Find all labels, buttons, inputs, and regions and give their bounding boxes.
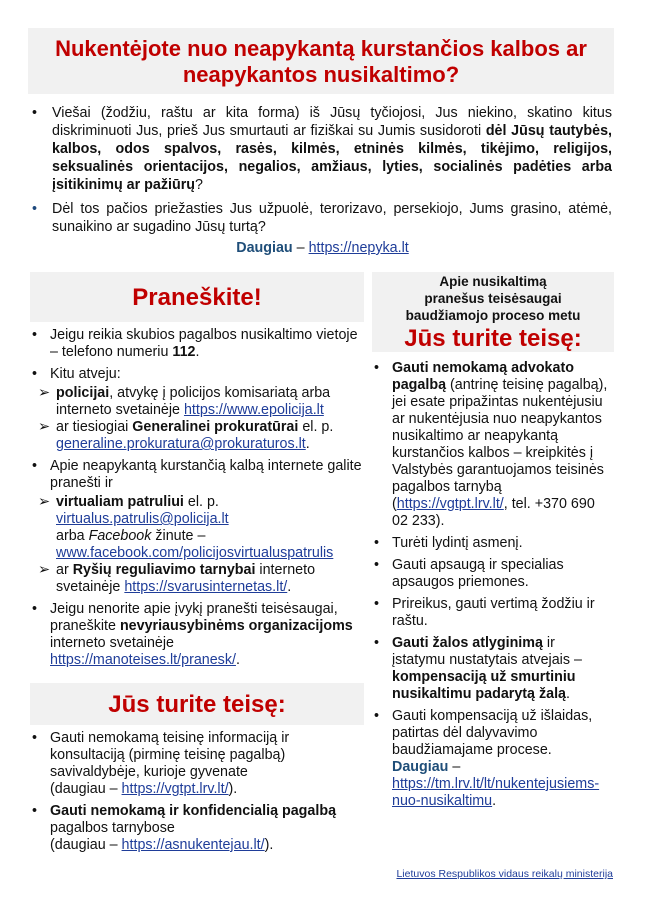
rights-left-heading: Jūs turite teisę: — [30, 683, 364, 725]
arrow-icon: ➢ — [38, 419, 50, 435]
patrol-item: ➢ virtualiam patruliui el. p. virtualus.patrulis@policija.lt arba Facebook žinute – www.facebook.com/policijosvirtualuspatrulis — [38, 494, 334, 561]
vgtpt-link-left[interactable]: https://vgtpt.lrv.lt/ — [121, 781, 229, 797]
rights-right-header — [372, 272, 614, 352]
tm-link[interactable]: https://tm.lrv.lt/lt/nukentejusiems-nuo-nusikaltimu — [392, 776, 600, 809]
svarusinternetas-link[interactable]: https://svarusinternetas.lt/ — [124, 579, 288, 595]
rights-right-item-1: • Gauti nemokamą advokato pagalbą (antrinę teisinę pagalbą), jei esate pripažintas nukentėjusiu ar nukentėjusia nuo neapykantos nusikaltimo ar neapykantą kurstančios kalbos – kreipkitės į Valstybės garantuojamos teisinės pagalbos tarnybą (https://vgtpt.lrv.lt/, tel. +370 690 02 233). — [374, 360, 608, 529]
rights-right-item-4: • Prireikus, gauti vertimą žodžiu ir raštu. — [374, 596, 595, 629]
left-column — [30, 272, 364, 854]
rights-right-item-6: • Gauti kompensaciją už išlaidas, patirtas dėl dalyvavimo baudžiamajame procese. Daugiau – https://tm.lrv.lt/lt/nukentejusiems-nuo-nusikaltimu. — [374, 708, 600, 809]
rights-left-item-2: • Gauti nemokamą ir konfidencialią pagalbą pagalbos tarnybose (daugiau – https://asnukentejau.lt/). — [32, 803, 337, 853]
arrow-icon: ➢ — [38, 385, 50, 401]
bullet-icon: • — [32, 601, 38, 617]
bullet-icon: • — [374, 708, 380, 724]
footer — [396, 868, 613, 880]
ministry-link[interactable]: Lietuvos Respublikos vidaus reikalų ministerija — [396, 868, 613, 880]
patrol-email-link[interactable]: virtualus.patrulis@policija.lt — [56, 511, 229, 527]
rights-right-sub-3: baudžiamojo proceso metu — [405, 308, 581, 323]
epolicija-link[interactable]: https://www.epolicija.lt — [183, 402, 324, 418]
bullet-icon: • — [32, 105, 38, 121]
police-item: ➢ policijai, atvykę į policijos komisariatą arba interneto svetainėje https://www.epolicija.lt — [38, 385, 331, 418]
rights-right-heading: Jūs turite teisę: — [404, 325, 582, 352]
report-item-other: • Kitu atveju: ➢ policijai, atvykę į policijos komisariatą arba interneto svetainėje https://www.epolicija.lt ➢ ar tiesiogiai Generalinei prokuratūrai el. p. generaline.prokuratura@prokuraturos.lt. — [30, 366, 364, 453]
bullet-icon: • — [32, 458, 38, 474]
rights-right-item-3: • Gauti apsaugą ir specialias apsaugos priemones. — [374, 557, 564, 590]
rrt-item: ➢ ar Ryšių reguliavimo tarnybai interneto svetainėje https://svarusinternetas.lt/. — [38, 562, 316, 595]
rights-left-item-1: • Gauti nemokamą teisinę informaciją ir konsultaciją (pirminę teisinę pagalbą) savivaldybėje, kurioje gyvenate (daugiau – https://vgtpt.lrv.lt/). — [32, 730, 290, 797]
bullet-icon: • — [32, 730, 38, 746]
rights-right-item-5: • Gauti žalos atlyginimą ir įstatymu nustatytais atvejais – kompensaciją už smurtiniu nusikaltimu padarytą žalą. — [374, 635, 582, 702]
bullet-icon: • — [374, 535, 380, 551]
page-title: Nukentėjote nuo neapykantą kurstančios kalbos ar neapykantos nusikaltimo? — [55, 36, 587, 87]
report-sublist-online — [30, 494, 364, 596]
rights-right-item-2: • Turėti lydintį asmenį. — [374, 535, 523, 551]
title-box — [28, 28, 614, 94]
asnukentejau-link[interactable]: https://asnukentejau.lt/ — [121, 837, 265, 853]
report-item-online: • Apie neapykantą kurstančią kalbą internete galite pranešti ir ➢ virtualiam patruliui el. p. virtualus.patrulis@policija.lt arba Facebook žinute – www.facebook.com/policijosvirtualuspatrulis ➢ ar Ryšių reguliavimo tarnybai interneto svetainėje https://svarusinternetas.lt/. — [30, 458, 364, 596]
arrow-icon: ➢ — [38, 494, 50, 510]
intro-list — [30, 104, 612, 236]
bullet-icon: • — [32, 366, 38, 382]
report-list — [30, 327, 364, 669]
right-column — [372, 272, 614, 810]
bullet-icon: • — [374, 360, 380, 376]
rights-left-list — [30, 730, 364, 854]
bullet-icon: • — [32, 803, 38, 819]
nepyka-link[interactable]: https://nepyka.lt — [308, 240, 409, 256]
report-item-emergency: • Jeigu reikia skubios pagalbos nusikaltimo vietoje – telefono numeriu 112. — [32, 327, 358, 360]
rights-right-sub-2: pranešus teisėsaugai — [424, 291, 562, 306]
report-heading: Praneškite! — [30, 272, 364, 322]
bullet-icon: • — [374, 635, 380, 651]
intro-more: Daugiau – https://nepyka.lt — [236, 240, 409, 256]
report-sublist-police — [30, 385, 364, 453]
intro-item-2: • Dėl tos pačios priežasties Jus užpuolė, terorizavo, persekiojo, Jums grasino, atėmė, sunaikino ar sugadino Jūsų turtą? — [32, 201, 612, 235]
arrow-icon: ➢ — [38, 562, 50, 578]
report-item-ngo: • Jeigu nenorite apie įvykį pranešti teisėsaugai, praneškite nevyriausybinėms organizacijoms interneto svetainėje https://manoteises.lt/pranesk/. — [32, 601, 353, 668]
intro-item-1: • Viešai (žodžiu, raštu ar kita forma) iš Jūsų tyčiojosi, Jus niekino, skatino kitus diskriminuoti Jus, prieš Jus smurtauti ar fiziškai su Jumis susidoroti dėl Jūsų tautybės, kalbos, odos spalvos, rasės, kilmės, etninės kilmės, tikėjimo, religijos, seksualinės orientacijos, negalios, amžiaus, lyties, socialinės padėties arba įsitikinimų ar pažiūrų? — [32, 105, 612, 193]
facebook-patrol-link[interactable]: www.facebook.com/policijosvirtualuspatrulis — [56, 545, 334, 561]
prosecutor-item: ➢ ar tiesiogiai Generalinei prokuratūrai el. p. generaline.prokuratura@prokuraturos.lt. — [38, 419, 334, 452]
bullet-icon: • — [32, 201, 38, 217]
prosecutor-email-link[interactable]: generaline.prokuratura@prokuraturos.lt — [56, 436, 306, 452]
bullet-icon: • — [32, 327, 38, 343]
bullet-icon: • — [374, 557, 380, 573]
rights-right-list — [372, 360, 614, 810]
rights-right-sub-1: Apie nusikaltimą — [439, 274, 547, 289]
manoteises-link[interactable]: https://manoteises.lt/pranesk/ — [50, 652, 236, 668]
bullet-icon: • — [374, 596, 380, 612]
vgtpt-link-right[interactable]: https://vgtpt.lrv.lt/ — [396, 496, 504, 512]
